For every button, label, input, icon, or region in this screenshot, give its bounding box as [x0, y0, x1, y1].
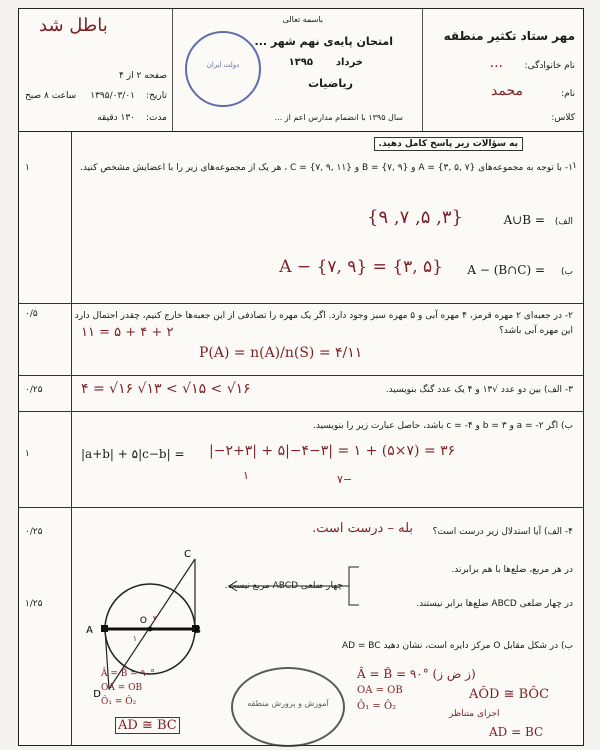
proof-left-4: AD ≅ BC: [115, 717, 180, 734]
header-exam-info: [172, 9, 423, 131]
header-student-info: [422, 9, 583, 131]
q4a-bracket-arrow: [219, 561, 369, 611]
label-a: A: [86, 625, 93, 636]
q3b-handwritten-sub1: ۱: [243, 469, 249, 482]
q3a-handwritten: ۴ = √۱۶ √۱۳ < √۱۵ < √۱۶: [81, 381, 251, 397]
instruction: به سؤالات زیر پاسخ کامل دهید.: [374, 137, 523, 151]
question-1: [19, 151, 583, 304]
proof-right-4: AÔD ≅ BÔC: [469, 687, 550, 702]
q4a-conclusion: چهار ضلعی ABCD مربع نیست.: [224, 581, 343, 591]
q1-b-expression: A − (B∩C) =: [467, 263, 545, 277]
header-page-info: [19, 9, 175, 131]
lastname-label: نام خانوادگی:: [524, 61, 575, 71]
right-angle-a: [101, 625, 108, 632]
q1-b-label: ب): [561, 267, 573, 277]
proof-left-1: Â = B̂ = ۹۰°: [101, 669, 155, 679]
date-label: تاریخ:: [146, 91, 167, 101]
class-label: کلاس:: [551, 113, 575, 123]
name-handwritten: محمد: [491, 83, 523, 99]
q2-text: ۲- در جعبه‌ای ۲ مهره قرمز، ۴ مهره آبی و ۵ مهره سبز وجود دارد. اگر یک مهره را تصادفی از این جعبه‌ها خارج کنیم، چقدر احتمال دارد این مهره آبی باشد؟: [74, 311, 573, 336]
org-stamp-label: مهر ستاد تکثیر منطقه: [443, 29, 575, 43]
seal-bottom-text: آموزش و پرورش منطقه: [247, 699, 329, 708]
question-3b: [19, 411, 583, 508]
q2-handwritten-probability: P(A) = n(A)/n(S) = ۴/۱۱: [199, 345, 363, 361]
proof-right-5: AD = BC: [489, 725, 544, 739]
q3b-score: ۱: [25, 449, 30, 459]
exam-header: [19, 9, 583, 132]
q1-text: ۱- با توجه به مجموعه‌های {۷ ,۵ ,۳} = A و {۹ ,۷} = B و {۱۱ ,۹ ,۷} = C ، هر یک از مجموعه‌های زیر را با اعضایش مشخص کنید.: [80, 163, 573, 173]
proof-right-3: Ô₁ = Ô₂: [357, 701, 397, 712]
center-point: [148, 627, 153, 632]
q1-number-marker: ۱: [572, 161, 577, 171]
duration-label: مدت:: [145, 113, 167, 123]
q3a-text: ۳- الف) بین دو عدد √۱۳ و ۴ یک عدد گنگ بنویسید.: [385, 385, 573, 395]
official-seal-top: [185, 31, 261, 107]
q3b-handwritten-sub2: −۷: [337, 473, 353, 486]
proof-left-2: OA = OB: [101, 683, 143, 693]
label-o: O: [139, 616, 147, 626]
q4a-premise-2: در چهار ضلعی ABCD ضلع‌ها برابر نیستند.: [416, 599, 573, 609]
question-4: [19, 507, 583, 747]
bismillah: باسمه تعالی: [282, 15, 323, 24]
exam-month: خرداد: [335, 57, 363, 68]
exam-duration: ۱۳۰ دقیقه: [97, 113, 135, 123]
proof-right-note: اجزای متناظر: [449, 709, 500, 719]
question-2: [19, 303, 583, 376]
exam-title: امتحان پایه‌ی نهم شهر ...: [254, 35, 393, 48]
label-d: D: [93, 689, 101, 699]
page-indicator: صفحه ۲ از ۴: [119, 71, 167, 81]
q4a-handwritten: بله – درست است.: [312, 521, 413, 536]
exam-year: ۱۳۹۵: [288, 57, 313, 68]
q3a-score: ۰/۲۵: [25, 385, 43, 395]
angle-label-2: ۲: [152, 614, 157, 623]
question-3a: [19, 375, 583, 412]
label-c: C: [184, 549, 191, 560]
q1-a-label: الف): [554, 217, 573, 227]
q4a-score: ۰/۲۵: [25, 527, 43, 537]
q4b-text: ب) در شکل مقابل O مرکز دایره است، نشان دهید AD = BC: [341, 641, 573, 651]
exam-sheet: [18, 8, 584, 746]
seal-top-text: دولت ایران: [206, 61, 240, 69]
q1-a-expression: A∪B =: [503, 213, 545, 227]
cancelled-signature: باطل شد: [39, 15, 108, 36]
q2-handwritten-sum: ۲ + ۴ + ۵ = ۱۱: [81, 325, 174, 340]
name-label: نام:: [561, 89, 575, 99]
q4b-score: ۱/۲۵: [25, 599, 43, 609]
q4a-premise-1: در هر مربع، ضلع‌ها با هم برابرند.: [451, 565, 573, 575]
q1-score: ۱: [25, 163, 30, 173]
exam-subject: ریاضیات: [308, 77, 353, 90]
exam-time: ساعت ۸ صبح: [25, 91, 77, 101]
proof-right-1: Â = B̂ = ۹۰° (ز ض ز): [357, 667, 476, 681]
q1-a-answer: {۳, ۵, ۷, ۹}: [367, 207, 463, 228]
q1-b-answer: A − {۷, ۹} = {۳, ۵}: [279, 257, 443, 277]
q3b-handwritten: |−۲+۳| + ۵|−۴−۳| = ۱ + (۵×۷) = ۳۶: [209, 443, 456, 459]
official-seal-bottom: [231, 667, 345, 747]
header-note: سال ۱۳۹۵ با انضمام مدارس اعم از ...: [274, 113, 403, 122]
proof-left-3: Ô₁ = Ô₂: [101, 697, 137, 707]
lastname-handwritten: ...: [489, 55, 503, 71]
label-b: B: [194, 625, 201, 636]
exam-date: ۱۳۹۵/۰۳/۰۱: [90, 91, 135, 101]
q3b-expression: |a+b| + ۵|c−b| =: [81, 447, 185, 461]
q2-score: ۰/۵: [25, 309, 38, 319]
proof-right-2: OA = OB: [357, 685, 403, 696]
angle-label-1: ۱: [132, 634, 137, 643]
q3b-text: ب) اگر ۲- = a و ۳ = b و ۴- = c باشد، حاصل عبارت زیر را بنویسید.: [312, 421, 573, 431]
q4a-text: ۴- الف) آیا استدلال زیر درست است؟: [432, 527, 573, 537]
